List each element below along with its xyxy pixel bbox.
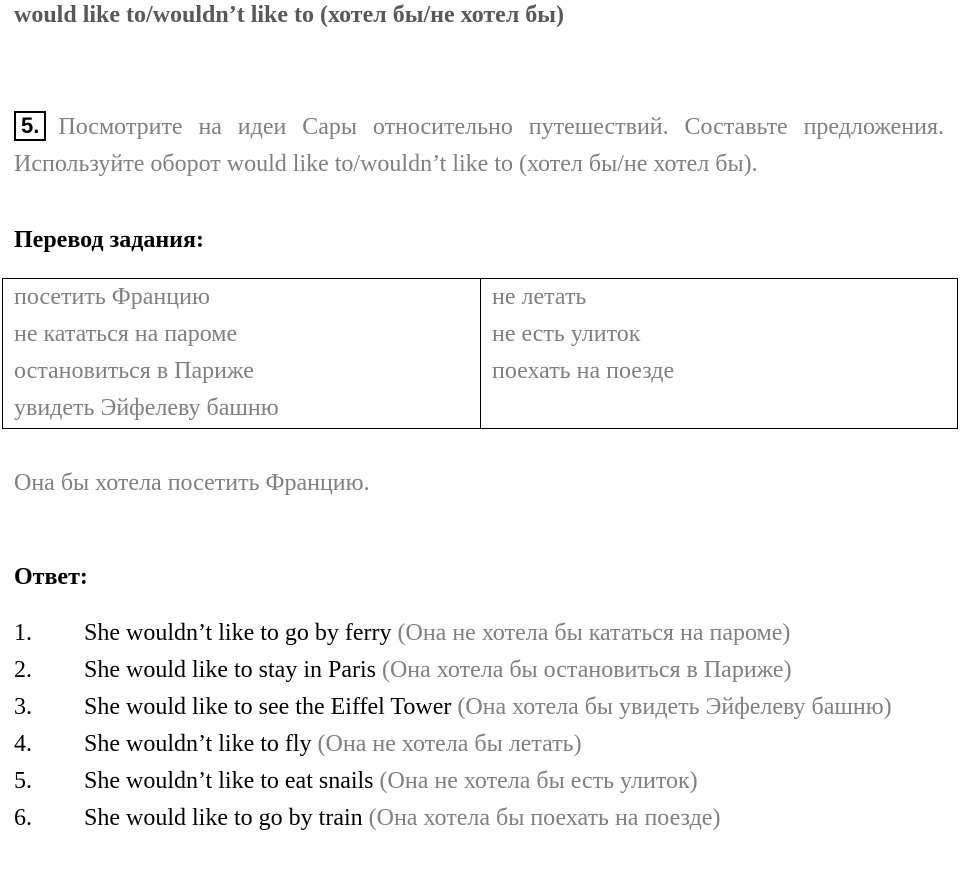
idea-item: не есть улиток: [492, 321, 641, 347]
answer-english: She would like to stay in Paris: [84, 657, 376, 683]
answer-item: [14, 615, 948, 652]
answer-number: 2.: [14, 657, 32, 683]
task-instruction: [14, 109, 944, 183]
section-heading: would like to/wouldn’t like to (хотел бы/не хотел бы): [14, 2, 565, 28]
idea-item: не летать: [492, 284, 587, 310]
answer-translation: (Она хотела бы увидеть Эйфелеву башню): [457, 694, 892, 720]
ideas-column-left: [3, 279, 481, 429]
answer-english: She would like to see the Eiffel Tower: [84, 694, 452, 720]
answer-title: Ответ:: [14, 564, 88, 590]
answer-english: She wouldn’t like to eat snails: [84, 768, 374, 794]
answer-translation: (Она хотела бы остановиться в Париже): [381, 657, 792, 683]
ideas-column-right: [481, 279, 958, 429]
answer-english: She wouldn’t like to go by ferry: [84, 620, 392, 646]
idea-item: увидеть Эйфелеву башню: [14, 395, 279, 421]
answer-number: 5.: [14, 768, 32, 794]
answer-english: She would like to go by train: [84, 805, 363, 831]
answer-item: [14, 689, 948, 726]
answer-item: [14, 726, 948, 763]
answer-translation: (Она не хотела бы летать): [317, 731, 582, 757]
answer-english: She wouldn’t like to fly: [84, 731, 312, 757]
idea-item: поехать на поезде: [492, 358, 675, 384]
answer-number: 4.: [14, 731, 32, 757]
answer-number: 6.: [14, 805, 32, 831]
answer-number: 1.: [14, 620, 32, 646]
example-sentence: Она бы хотела посетить Францию.: [14, 470, 370, 496]
answer-list: [14, 615, 948, 837]
task-text: Посмотрите на идеи Сары относительно путешествий. Составьте предложения. Используйте оборот would like to/wouldn’t like to (хотел бы/не хотел бы).: [14, 114, 944, 177]
answer-item: [14, 800, 948, 837]
answer-item: [14, 652, 948, 689]
translation-title: Перевод задания:: [14, 227, 204, 253]
task-number-badge: 5.: [14, 111, 46, 141]
idea-item: не кататься на пароме: [14, 321, 238, 347]
answer-translation: (Она не хотела бы кататься на пароме): [397, 620, 791, 646]
idea-item: посетить Францию: [14, 284, 210, 310]
idea-item: остановиться в Париже: [14, 358, 254, 384]
answer-item: [14, 763, 948, 800]
answer-translation: (Она хотела бы поехать на поезде): [368, 805, 721, 831]
answer-number: 3.: [14, 694, 32, 720]
ideas-table: [2, 278, 958, 429]
answer-translation: (Она не хотела бы есть улиток): [379, 768, 698, 794]
